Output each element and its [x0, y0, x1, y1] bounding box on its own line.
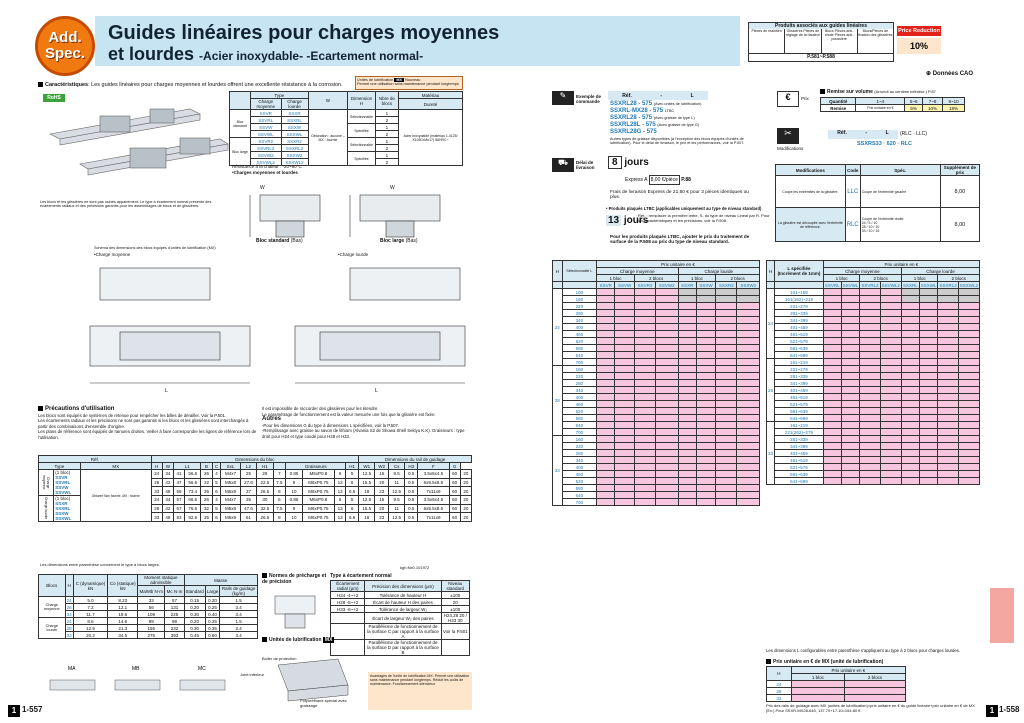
price-row: 24 101~159 — [767, 289, 980, 296]
mx-price-table: H Prix unitaire en € 1 bloc 2 blocs 24 28 33 — [766, 666, 906, 702]
characteristics: Caractéristiques: Les guides linéaires pour charges moyennes et lourdes offrent une excellente résistance à la corrosion. — [38, 82, 358, 88]
price-row: 520 — [553, 478, 760, 485]
add-spec-badge: Add. Spec. — [35, 16, 95, 76]
price-row: 400 — [553, 394, 760, 401]
price-row: 340 — [553, 387, 760, 394]
price-row: 401~459 — [767, 450, 980, 457]
price-row: 401~459 — [767, 324, 980, 331]
mod-icon: ✂ — [777, 128, 799, 144]
mod-order-header: Réf. - L — [828, 130, 898, 139]
mx-title: Prix unitaire en € de MX (unité de lubrification) — [766, 659, 883, 665]
page-marker-right: 1 — [986, 705, 998, 717]
cad-data[interactable]: ⊕ Données CAO — [926, 71, 974, 77]
normes-title: Normes de précharge et de précision — [262, 573, 327, 585]
ltbc-note: Réf. : remplacer la première lettre, S, du type de niveau Lineal par R. Pour les caractéristiques et les précisions, voir la P.508. — [638, 213, 770, 223]
price-row: 221(262)~279 — [767, 429, 980, 436]
precision-diagram — [265, 588, 325, 638]
price-row: 520 — [553, 338, 760, 345]
price-row: 341~399 — [767, 380, 980, 387]
resistance: Résistance à la chaleur : -20~80°C — [232, 164, 302, 169]
guide-illustration — [40, 104, 230, 194]
price-row: 340 — [553, 457, 760, 464]
type-table: Type W Dimension H Nbre de blocs Matériau Charge moyenne Charge lourde Dureté Bloc standard SSVR SSXR Obturation : aucune –MX : fournie Sélectionnable 1 Acier inoxydable (matériau 1.4125/ X105CrMo17) 56HRC~ SSVRL SSXRL 2 SSVW SSXW Spécifiée 1 SSVWL SSXWL 2 Bloc large SSVR2 SSXR2 Sélectionnable 1 SSVRL2 SSXRL2 2 SSVW2 SSXW2 Spécifiée 1 SSVWL2 SSXWL2 2 — [229, 91, 463, 166]
price-row: 580 — [553, 345, 760, 352]
mod-example: SSXRS33 · 620 · RLC — [857, 141, 913, 147]
price-row: 460 — [553, 471, 760, 478]
svg-text:W: W — [390, 185, 395, 191]
price-row: 28 160 — [553, 366, 760, 373]
associated-products: Produits associés aux guides linéaires Pièces de maintien Glissières Pièces de réglage de la hauteur Blocs Pièces anti-chute Pièces anti-poussière Blocs/Pièces de fixation des glissières P.581~P.588 — [748, 22, 894, 62]
remise-table: Quantité 1~4 5~6 7~8 9~10 Remise Prix unitaire en € 5% 10% 18% — [820, 97, 965, 112]
price-row: 581~639 — [767, 471, 980, 478]
svg-text:MA: MA — [68, 666, 76, 672]
price-row: 281~339 — [767, 436, 980, 443]
order-note: Autres types de graisse disponibles (à l'exception des blocs équipés d'unités de lubrification). Pour le délai de livraison, le prix et les performances, voir la P.507. — [610, 137, 745, 145]
price-row: 161(162)~219 — [767, 296, 980, 303]
price-row: 160 — [553, 296, 760, 303]
price-row: 33 160 — [553, 436, 760, 443]
page-number-right: 1-558 — [999, 705, 1020, 714]
price-row: 281~339 — [767, 310, 980, 317]
bloc-standard-label: Bloc standard (Bas) — [256, 238, 303, 244]
price-row: 33 161~219 — [767, 422, 980, 429]
price-row: 521~579 — [767, 401, 980, 408]
price-row: 581~639 — [767, 408, 980, 415]
dimensions-table: Réf. Dimensions du bloc Dimensions du rail de guidage Type MX H W L1 B C SxL L2 H1 Graisseurs H1 W1 W2 Cs H3 F G Charge moyenne (1 bloc) SSVR SSVRL SSVW SSVWL Obturée Non fournie -MX : fournie 24 34 41 56.6 26 4 M4x7 25 29 7 0.85 M6xP0.8 6 5 12.5 15 9.5 0.5 3.5x6x4.5 60 20 28 42 47 56.6 32 5 M5x8 27.6 22.5 7.5 9 M6xP0.75 13 6 15.5 20 11 0.5 6x9.5x8.5 60 20 33 48 59 73.4 35 6 M6x9 37 26.5 8 10 M6xP0.75 13 6.6 18 23 12.5 0.5 7x11x9 60 20 Charge lourde (1 bloc) SSXR SSXRL SSXW SSXWL 24 34 57 66.6 26 4 M4x7 35 30 6 0.85 M6xP0.8 6 5 12.5 15 9.5 0.5 3.5x6x4.5 60 20 28 42 67 76.6 32 5 M5x8 47.6 32.5 7.5 9 M6xP0.75 13 6 15.5 20 11 0.5 6x9.5x8.5 60 20 33 48 83 92.6 35 6 M6x9 61 26.5 8 10 M6xP0.75 13 6.6 18 23 12.5 0.5 7x11x9 60 20 — [38, 455, 472, 522]
joint-label: Joint inférieur — [240, 672, 265, 677]
order-header: Réf. - L — [608, 91, 708, 100]
lube-units-label: Unités de lubrification MX — [262, 637, 334, 643]
lube-note-box: Avantages de l'unité de lubrification MX: Permet une utilisation sans maintenance pendant longtemps. Réduit les coûts de maintenance. Fonctionnement silencieux — [368, 672, 472, 710]
price-row: 520 — [553, 408, 760, 415]
price-row: 280 — [553, 380, 760, 387]
mod-label: Modifications — [777, 146, 804, 151]
ecart-table: Écartement radial (μm) Précision des dimensions (μm) Niveau standard H24 -4~+2 Tolérance de hauteur H ±100 H28 -5~+2 Écart de hauteur H des paires 20 H33 -6~+2 Tolérance de largeur W₂ ±100 Écart de largeur W₂ des paires H24,28 20 / H33 30 Parallélisme de fonctionnement de la surface C par rapport à la surface A Voir la P.501 Parallélisme de fonctionnement de la surface D par rapport à la surface B — [330, 580, 470, 656]
svg-text:W: W — [260, 185, 265, 191]
jours-13: 13 jours — [608, 215, 649, 226]
order-icon: ✎ — [552, 91, 574, 105]
express-row: Express A 8,00 €/pièce P.88 — [625, 177, 691, 183]
jours-8: 8 jours — [608, 157, 649, 168]
exemple-label: Exemple de commande — [576, 94, 602, 104]
price-row: 521~579 — [767, 338, 980, 345]
price-row: 280 — [553, 310, 760, 317]
order-rows: SSXRL28 - 575 (Avec unités de lubrification) SSXRL-MX28 - 575 LTBC SSXRL28 - 575 (Avec graisse de type L) SSXRL28L - 575 (Avec graisse de type G) SSXRL28G - 575 — [610, 101, 702, 135]
price-row: 580 — [553, 485, 760, 492]
block-drawings — [60, 258, 470, 400]
price-row: 221~279 — [767, 366, 980, 373]
type-ecart: Type à écartement normal — [330, 573, 392, 579]
svg-text:MB: MB — [132, 666, 140, 672]
price-row: 461~519 — [767, 394, 980, 401]
truck-icon: ⛟ — [552, 158, 574, 172]
price-row: 580 — [553, 415, 760, 422]
page-marker-left: 1 — [8, 705, 20, 717]
price-row: 460 — [553, 331, 760, 338]
poly-label: Polyuréthane spécial avec graissage — [300, 698, 347, 708]
svg-text:L: L — [375, 388, 378, 394]
charges-label: •Charges moyennes et lourdes — [232, 170, 298, 175]
price-row: 400 — [553, 324, 760, 331]
price-row: 341~399 — [767, 443, 980, 450]
price-row: 641~699 — [767, 415, 980, 422]
bloc-large-label: Bloc large (Bas) — [380, 238, 418, 244]
price-row: 281~339 — [767, 373, 980, 380]
price-row: 400 — [553, 464, 760, 471]
mod-codes: (RLC · LLC) — [900, 131, 927, 137]
price-reduction-label: Price Reduction — [898, 28, 940, 34]
price-row: 700 — [553, 359, 760, 366]
price-row: 341~399 — [767, 317, 980, 324]
price-row: 401~459 — [767, 387, 980, 394]
price-row: 340 — [553, 317, 760, 324]
price-row: 461~519 — [767, 457, 980, 464]
schema-label: Schéma des dimensions des blocs équipés d'unités de lubrification (MX) — [94, 246, 216, 250]
price-row: 220 — [553, 303, 760, 310]
price-row: 700 — [553, 499, 760, 506]
page-title-line2: et lourdes -Acier inoxydable- -Ecartement normal- — [108, 44, 424, 64]
price-row: 640 — [553, 422, 760, 429]
svg-text:MC: MC — [198, 666, 206, 672]
svg-text:L: L — [165, 388, 168, 394]
autres-block: Il est impossible de raccorder des glissières pour les étendre. Le paramétrage de fonctionnement est la valeur mesurée une fois que la glissière est fixée. Autres -Pour les dimensions G du type à dimensions L spécifiées, voir la P.507. -Remplissage avec graisse au savon de lithium (Alvania S2 de Showa Shell Sekiyu K.K). Graisseurs : type droit pour H24 et type coudé pour H28 et H33. — [262, 406, 465, 439]
price-row: 640 — [553, 492, 760, 499]
price-row: 24 100 — [553, 289, 760, 296]
price-row: 220 — [553, 373, 760, 380]
price-row: 220 — [553, 443, 760, 450]
price-row: 581~639 — [767, 345, 980, 352]
note-mod: Les dimensions L configurables entre parenthèse s'appliquent au type à 2 blocs pour charges lourdes. — [766, 648, 961, 653]
price-row: 461~519 — [767, 331, 980, 338]
charge-moy-lbl: •Charge moyenne — [94, 252, 131, 257]
precautions-block: Précautions d'utilisation Les blocs sont équipés de systèmes de retenue pour empêcher les billes de dérailler. Voir la P.501. Les écartements radiaux et les précisions ne sont pas garantis si les blocs et les glissières sont interchangés à partir des combinaisons d'ensemble d'origine. Les plans de référence sont équipés de rainures droites. Veiller à faire correspondre les lignes de référence lors de l'utilisation. — [38, 406, 257, 441]
note-gliss: Les blocs et les glissières ne sont pas usinés appairément. Le type à écartement normal présente des écartements radiaux et des précisions garantis pour les assemblages de blocs et de glissières. — [40, 200, 212, 208]
price-row: 280 — [553, 450, 760, 457]
charge-lourde-lbl: •Charge lourde — [338, 252, 369, 257]
lube-unit-box: Unités de lubrification MX Nouveau Permet une utilisation sans maintenance pendant longtemps — [355, 76, 463, 90]
moment-diagrams — [40, 660, 230, 705]
rohs-badge: RoHS — [43, 94, 65, 102]
euro-icon: € — [777, 91, 799, 107]
prix-label: Prix — [801, 96, 809, 101]
side-tab — [990, 588, 1014, 643]
page-title: Guides linéaires pour charges moyennes — [108, 22, 500, 44]
ltbc-label: • Produits plaqués LTBC (applicables uniquement au type de niveau standard) — [606, 206, 762, 211]
price-row: 641~699 — [767, 352, 980, 359]
delai-label: Délai de livraison — [576, 160, 595, 170]
price-row: 641~699 — [767, 478, 980, 485]
mx-note: Prix des rails de guidage avec MX (unités de lubrification)=prix unitaire en € du guide linéaire+prix unitaire en € de MX (Ex.) Pour SSXR-MX28-640, 137.70+17.10=154.80 € — [766, 703, 975, 713]
price-row: 521~579 — [767, 464, 980, 471]
price-table-left: H Sélectionnable L Prix unitaire en € Charge moyenne Charge lourde 1 bloc 2 blocs 1 bloc 2 blocs SSVR SSVW SSVR2 SSVW2 SSXR SSXW SSXR2 SSXW2 24 100 160 220 280 340 400 460 520 580 640 700 28 160 220 280 340 400 460 520 580 640 700 33 160 220 280 340 400 460 520 580 640 700 — [552, 260, 760, 506]
kgf-note: kgf=Nx0.101972 — [400, 565, 430, 570]
capacity-table: Blocs H C (dynamique) kN Co (statique) kN Moment statique admissible Masse Ma/Mb N·m Mc N·m Standard Large Rails de guidage (kg/m) Charge moyenne 24 5.0 8.23 33 57 0.15 0.20 1.5 28 7.2 12.1 56 131 0.20 0.25 3.4 33 11.7 19.6 109 225 0.30 0.40 3.4 Charge lourde 24 8.6 14.6 89 98 0.20 0.25 1.5 28 12.5 21.3 155 232 0.30 0.35 2.4 33 20.2 34.5 275 393 0.45 0.60 3.4 — [38, 574, 258, 639]
page-number-left: 1-557 — [22, 705, 43, 714]
jours13-note: Pour les produits plaqués LTBC, ajouter le prix du traitement de surface de la P.508 au prix du type de niveau standard. — [610, 234, 750, 244]
remise-title: Remise sur volume (Arrondi au centime inférieur.) P.87 — [820, 89, 936, 95]
price-reduction-pct: 10% — [897, 38, 941, 54]
price-row: 700 — [553, 429, 760, 436]
boiler-label: Boiler de protection — [262, 656, 297, 661]
price-table-right: H L spécifiée (Incrément de 1mm) Prix unitaire en € Charge moyenne Charge lourde 1 bloc 2 blocs 1 bloc 2 blocs SSVRL SSVWL SSVRL2 SSVWL2 SSXRL SSXWL SSXRL2 SSXWL2 24 101~159 161(162)~219 221~279 281~339 341~399 401~459 461~519 521~579 581~639 641~699 28 161~219 221~279 281~339 341~399 401~459 461~519 521~579 581~639 641~699 33 161~219 221(262)~279 281~339 341~399 401~459 461~519 521~579 581~639 641~699 — [768, 261, 978, 484]
price-row: 460 — [553, 401, 760, 408]
modifications-table: Modifications Code Spéc. Supplément de prix Coupe les extrémités de la glissière. LLC Coupe de l'extrémité gauche 8,00 La glissière est découpée avec l'extrémité de référence. RLC Coupe de l'extrémité droite 24 / 5 / 10 28 / 10 / 10 33 / 10 / 15 8,00 — [775, 164, 980, 242]
cote-note: Les dimensions entre parenthèse concernent le type à blocs larges. — [40, 562, 160, 567]
frais-note: Frais de livraison Express de 21,60 € pour 3 pièces identiques ou plus. — [610, 190, 749, 200]
price-row: 640 — [553, 352, 760, 359]
price-row: 221~279 — [767, 303, 980, 310]
price-row: 28 161~219 — [767, 359, 980, 366]
